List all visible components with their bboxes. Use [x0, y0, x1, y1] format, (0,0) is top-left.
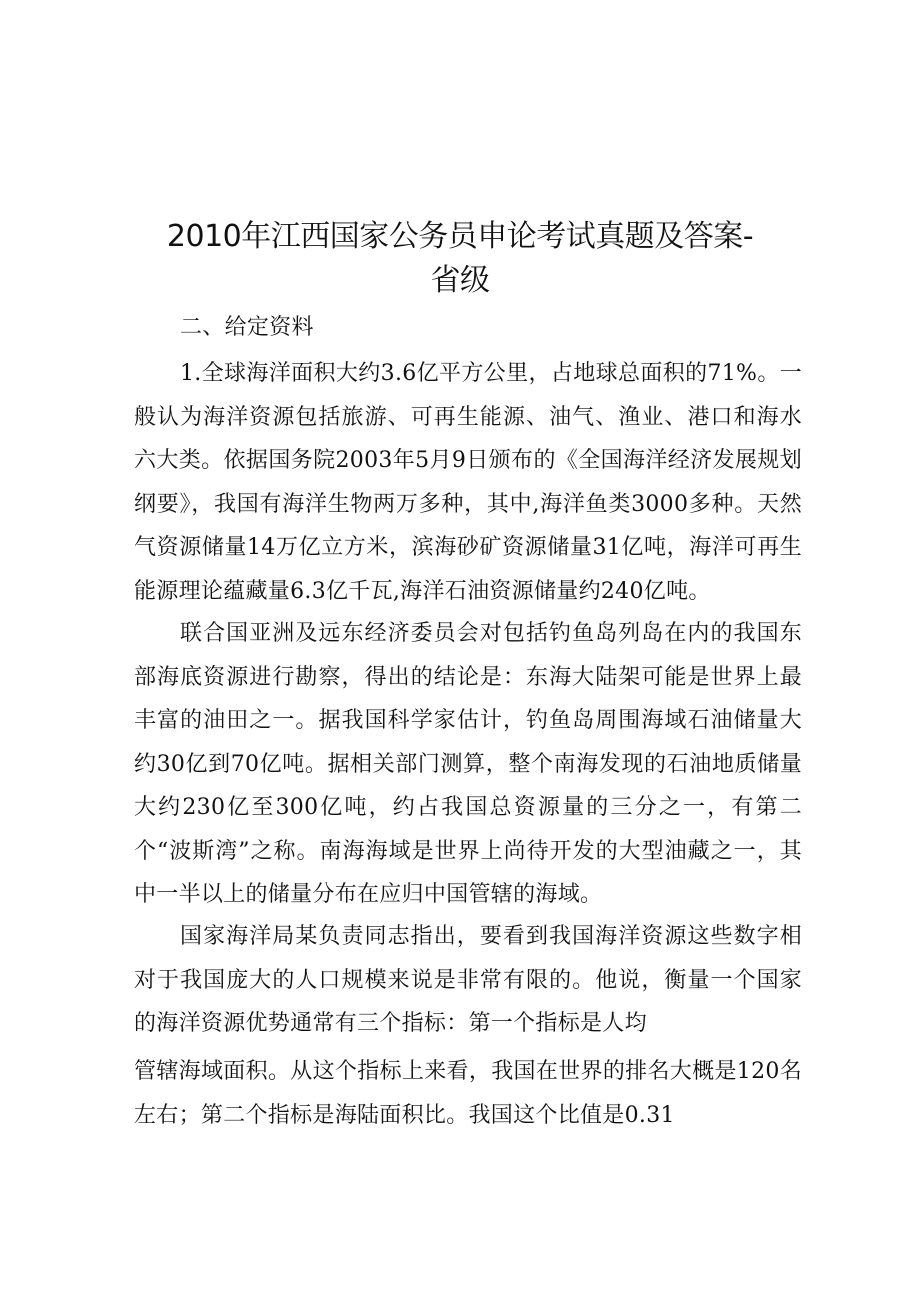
document-title-line-2: 省级 [430, 263, 490, 298]
document-title-line-1: 2010年江西国家公务员申论考试真题及答案- [166, 219, 754, 254]
section-heading: 二、给定资料 [180, 315, 314, 340]
paragraph-1: 1.全球海洋面积大约3.6亿平方公里，占地球总面积的71%。一般认为海洋资源包括旅游、可再生能源、油气、渔业、港口和海水六大类。依据国务院2003年5月9日颁布的《全国海洋经济发展规划纲要》，我国有海洋生物两万多种，其中,海洋鱼类3000多种。天然气资源储量14万亿立方米，滨海砂矿资源储量31亿吨，海洋可再生能源理论蕴藏量6.3亿千瓦,海洋石油资源储量约240亿吨。 [134, 361, 802, 604]
paragraph-4: 管辖海域面积。从这个指标上来看，我国在世界的排名大概是120名左右；第二个指标是海陆面积比。我国这个比值是0.31 [134, 1059, 802, 1128]
paragraph-2: 联合国亚洲及远东经济委员会对包括钓鱼岛列岛在内的我国东部海底资源进行勘察，得出的结论是：东海大陆架可能是世界上最丰富的油田之一。据我国科学家估计，钓鱼岛周围海域石油储量大约30亿到70亿吨。据相关部门测算，整个南海发现的石油地质储量大约230亿至300亿吨，约占我国总资源量的三分之一，有第二个“波斯湾”之称。南海海域是世界上尚待开发的大型油藏之一，其中一半以上的储量分布在应归中国管辖的海域。 [134, 621, 802, 907]
paragraph-3: 国家海洋局某负责同志指出，要看到我国海洋资源这些数字相对于我国庞大的人口规模来说是非常有限的。他说，衡量一个国家的海洋资源优势通常有三个指标：第一个指标是人均 [134, 924, 802, 1036]
